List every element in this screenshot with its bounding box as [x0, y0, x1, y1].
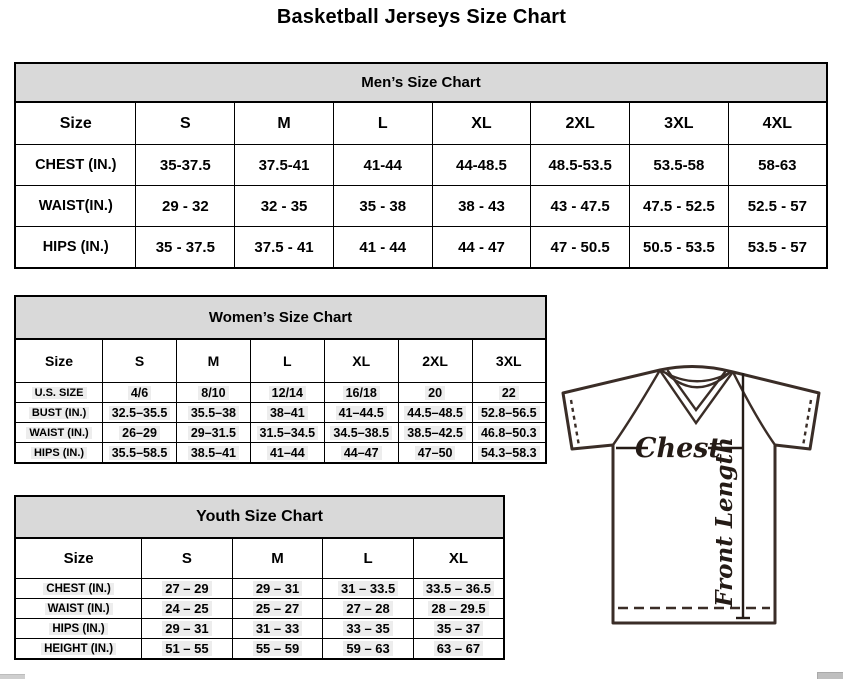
size-value-cell [472, 383, 546, 403]
size-value-cell [472, 423, 546, 443]
size-value-cell [142, 599, 233, 619]
womens-size-table [14, 295, 547, 464]
size-column-header: L [250, 339, 324, 383]
row-label-cell [15, 383, 103, 403]
youth-size-table [14, 495, 505, 660]
row-label: WAIST (IN.) [45, 603, 113, 615]
size-value-cell [103, 383, 177, 403]
size-value-cell [432, 227, 531, 269]
size-label-header: Size [15, 102, 136, 145]
size-value: 38 - 43 [458, 197, 505, 215]
size-value: 29 – 31 [253, 581, 302, 596]
size-value-cell [531, 227, 630, 269]
size-value: 33.5 – 36.5 [423, 581, 494, 596]
size-value-cell [432, 145, 531, 186]
row-label: HIPS (IN.) [31, 447, 87, 459]
size-value: 35 - 38 [359, 197, 407, 215]
size-value: 22 [499, 386, 519, 400]
measurement-row [15, 579, 504, 599]
measurement-row [15, 423, 546, 443]
measurement-row [15, 443, 546, 464]
row-label: U.S. SIZE [32, 387, 87, 399]
size-column-header: 3XL [630, 102, 729, 145]
size-value-cell [333, 227, 432, 269]
size-value: 55 – 59 [253, 641, 302, 656]
size-value: 37.5 - 41 [254, 238, 314, 256]
size-value-cell [413, 619, 504, 639]
size-value-cell [398, 383, 472, 403]
size-value-cell [630, 186, 729, 227]
measurement-row [15, 403, 546, 423]
size-value: 52.8–56.5 [478, 406, 540, 420]
mens-size-table [14, 62, 828, 269]
row-label-cell [15, 619, 142, 639]
size-value-cell [142, 619, 233, 639]
size-value: 35.5–58.5 [109, 446, 171, 460]
size-value-cell [324, 443, 398, 464]
size-value: 53.5 - 57 [747, 238, 807, 256]
row-label: HIPS (IN.) [49, 623, 107, 635]
row-label-cell [15, 227, 136, 269]
size-value: 26–29 [119, 426, 160, 440]
size-value-cell [136, 227, 235, 269]
size-value-cell [232, 579, 323, 599]
size-value: 59 – 63 [343, 641, 392, 656]
size-column-header: M [235, 102, 334, 145]
size-column-header: M [176, 339, 250, 383]
size-value-cell [250, 383, 324, 403]
size-value-cell [413, 579, 504, 599]
mens-caption: Men’s Size Chart [15, 63, 827, 102]
size-value: 32.5–35.5 [109, 406, 171, 420]
horizontal-scrollbar-fragment-right[interactable] [817, 672, 843, 679]
size-value: 44-48.5 [456, 156, 507, 174]
size-value: 12/14 [269, 386, 306, 400]
horizontal-scrollbar-fragment-left[interactable] [0, 674, 25, 679]
size-column-header: L [333, 102, 432, 145]
jersey-measurement-diagram [556, 360, 830, 660]
size-value-cell [398, 443, 472, 464]
size-value-cell [323, 619, 414, 639]
size-column-header: XL [324, 339, 398, 383]
row-label-cell [15, 599, 142, 619]
size-value: 32 - 35 [260, 197, 308, 215]
size-value: 47–50 [415, 446, 456, 460]
size-value: 35-37.5 [159, 156, 211, 174]
size-value-cell [728, 145, 827, 186]
size-label-header: Size [15, 339, 103, 383]
size-value-cell [531, 186, 630, 227]
row-label-cell [15, 186, 136, 227]
size-column-header: L [323, 538, 414, 579]
size-column-header: XL [432, 102, 531, 145]
size-column-header: 2XL [398, 339, 472, 383]
size-value: 20 [425, 386, 445, 400]
size-value-cell [250, 403, 324, 423]
size-value: 33 – 35 [343, 621, 392, 636]
measurement-row [15, 639, 504, 660]
size-value: 4/6 [128, 386, 151, 400]
size-value-cell [531, 145, 630, 186]
size-value-cell [250, 423, 324, 443]
size-value-cell [142, 579, 233, 599]
size-value-cell [136, 186, 235, 227]
chest-label: Chest [635, 433, 721, 464]
size-column-header: 3XL [472, 339, 546, 383]
size-value: 46.8–50.3 [478, 426, 540, 440]
size-value-cell [232, 619, 323, 639]
size-value: 28 – 29.5 [428, 601, 488, 616]
size-value-cell [235, 145, 334, 186]
size-value-cell [333, 145, 432, 186]
size-value-cell [472, 443, 546, 464]
measurement-row [15, 383, 546, 403]
size-value-cell [323, 599, 414, 619]
size-value: 54.3–58.3 [478, 446, 540, 460]
row-label-cell [15, 639, 142, 660]
size-value-cell [728, 186, 827, 227]
size-value-cell [398, 403, 472, 423]
row-label-cell [15, 579, 142, 599]
size-column-header: 2XL [531, 102, 630, 145]
size-value-cell [176, 423, 250, 443]
size-value-cell [232, 599, 323, 619]
size-value-cell [323, 639, 414, 660]
page-title: Basketball Jerseys Size Chart [276, 6, 567, 28]
size-value: 58-63 [758, 156, 797, 174]
measurement-row [15, 599, 504, 619]
row-label: HEIGHT (IN.) [41, 643, 116, 655]
size-value-cell [472, 403, 546, 423]
size-value: 48.5-53.5 [548, 156, 612, 174]
size-value-cell [235, 227, 334, 269]
size-value-cell [142, 639, 233, 660]
size-value-cell [103, 443, 177, 464]
size-value: 35.5–38 [188, 406, 239, 420]
size-value: 53.5-58 [653, 156, 705, 174]
size-value-cell [136, 145, 235, 186]
size-value: 63 – 67 [434, 641, 483, 656]
size-value: 41 - 44 [359, 238, 407, 256]
size-value-cell [324, 403, 398, 423]
size-column-header: S [136, 102, 235, 145]
size-value-cell [103, 403, 177, 423]
row-label: BUST (IN.) [29, 407, 89, 419]
size-value: 31 – 33.5 [338, 581, 398, 596]
measurement-row [15, 619, 504, 639]
size-value: 34.5–38.5 [330, 426, 392, 440]
size-value: 38.5–41 [188, 446, 239, 460]
size-value: 27 – 28 [343, 601, 392, 616]
size-value: 41-44 [363, 156, 402, 174]
size-column-header: M [232, 538, 323, 579]
size-value: 47.5 - 52.5 [642, 197, 715, 215]
row-label-cell [15, 423, 103, 443]
measurement-row [15, 145, 827, 186]
size-value: 51 – 55 [162, 641, 211, 656]
size-value: 44–47 [341, 446, 382, 460]
size-value: 37.5-41 [258, 156, 310, 174]
size-value: 29 – 31 [162, 621, 211, 636]
size-label-header: Size [15, 538, 142, 579]
size-value-cell [232, 639, 323, 660]
row-label: WAIST(IN.) [38, 198, 113, 214]
row-label: CHEST (IN.) [43, 583, 114, 595]
size-value-cell [630, 227, 729, 269]
size-value: 8/10 [198, 386, 228, 400]
size-value: 41–44 [267, 446, 308, 460]
size-value: 35 - 37.5 [155, 238, 215, 256]
size-value: 41–44.5 [336, 406, 387, 420]
size-value: 47 - 50.5 [550, 238, 610, 256]
mens-size-chart [14, 62, 828, 269]
size-value-cell [235, 186, 334, 227]
size-value: 29 - 32 [161, 197, 209, 215]
size-value: 38–41 [267, 406, 308, 420]
size-column-header: XL [413, 538, 504, 579]
size-column-header: S [103, 339, 177, 383]
size-value-cell [324, 383, 398, 403]
size-value: 31.5–34.5 [257, 426, 319, 440]
size-value: 52.5 - 57 [747, 197, 807, 215]
womens-caption: Women’s Size Chart [15, 296, 546, 339]
size-value: 31 – 33 [253, 621, 302, 636]
size-column-header: S [142, 538, 233, 579]
row-label-cell [15, 403, 103, 423]
size-value: 35 – 37 [434, 621, 483, 636]
youth-size-chart [14, 495, 505, 660]
womens-size-chart [14, 295, 547, 464]
size-value-cell [432, 186, 531, 227]
size-value-cell [333, 186, 432, 227]
size-value: 50.5 - 53.5 [642, 238, 715, 256]
row-label-cell [15, 443, 103, 464]
size-value: 38.5–42.5 [404, 426, 466, 440]
size-value: 24 – 25 [162, 601, 211, 616]
size-value-cell [103, 423, 177, 443]
size-value: 44 - 47 [458, 238, 505, 256]
row-label: WAIST (IN.) [26, 427, 91, 439]
size-value-cell [323, 579, 414, 599]
size-value-cell [176, 383, 250, 403]
size-value-cell [176, 403, 250, 423]
row-label: CHEST (IN.) [35, 157, 117, 173]
size-value-cell [728, 227, 827, 269]
row-label: HIPS (IN.) [42, 239, 109, 255]
size-value-cell [324, 423, 398, 443]
front-length-label: Front Length [711, 437, 738, 607]
measurement-row [15, 227, 827, 269]
size-value: 44.5–48.5 [404, 406, 466, 420]
size-value: 29–31.5 [188, 426, 239, 440]
youth-caption: Youth Size Chart [15, 496, 504, 538]
size-value-cell [413, 639, 504, 660]
size-value-cell [176, 443, 250, 464]
size-value: 27 – 29 [162, 581, 211, 596]
size-value: 43 - 47.5 [550, 197, 610, 215]
size-value-cell [413, 599, 504, 619]
row-label-cell [15, 145, 136, 186]
size-value-cell [630, 145, 729, 186]
size-value: 25 – 27 [253, 601, 302, 616]
size-value: 16/18 [343, 386, 380, 400]
size-value-cell [250, 443, 324, 464]
size-column-header: 4XL [728, 102, 827, 145]
size-value-cell [398, 423, 472, 443]
measurement-row [15, 186, 827, 227]
